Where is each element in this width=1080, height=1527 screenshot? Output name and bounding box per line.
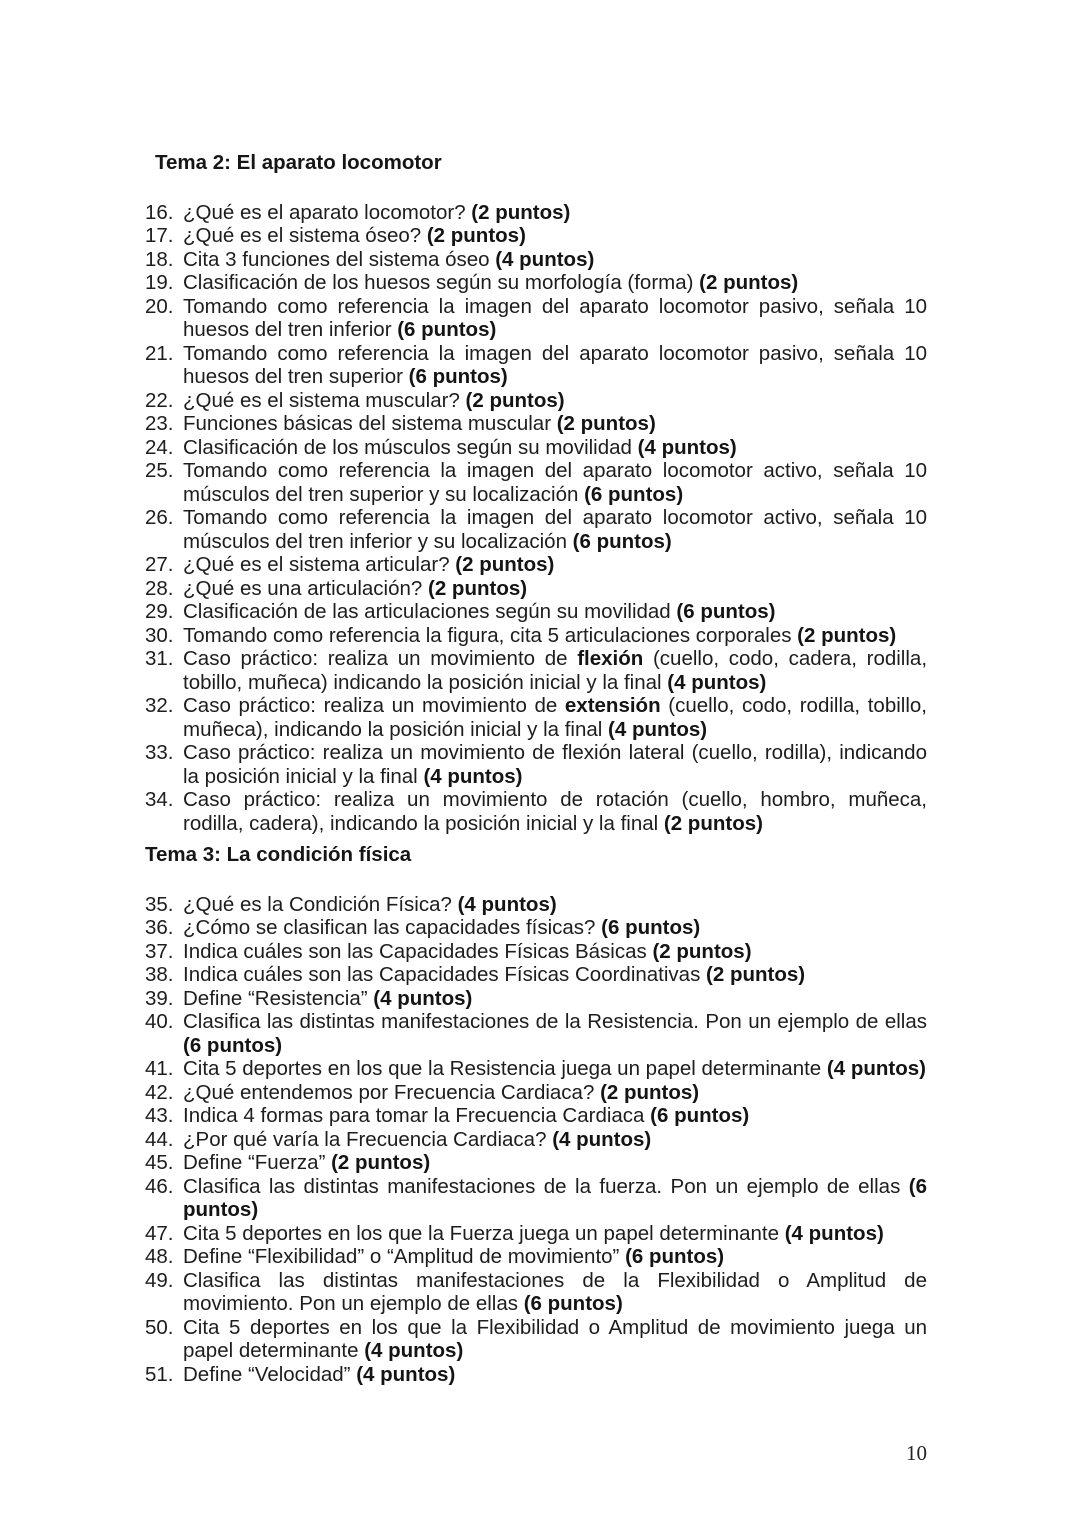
- question-text: [183, 412, 656, 435]
- question-text: [183, 436, 737, 459]
- question-text-bold: (4 puntos): [495, 247, 595, 271]
- question-number: 31.: [145, 647, 174, 670]
- question-text-segment: Clasificación de los músculos según su movilidad: [183, 435, 638, 459]
- question-number: 30.: [145, 623, 174, 647]
- question-text: [183, 271, 798, 294]
- question-item: [145, 295, 927, 342]
- question-number: 29.: [145, 600, 174, 623]
- question-item: [145, 271, 927, 295]
- question-item: [145, 201, 927, 225]
- question-text-segment: Caso práctico: realiza un movimiento de: [183, 647, 578, 670]
- question-number: 47.: [145, 1221, 174, 1245]
- question-text-segment: ¿Qué es el aparato locomotor?: [183, 200, 472, 224]
- question-text: [183, 624, 896, 647]
- question-item: [145, 788, 927, 835]
- question-number: 48.: [145, 1245, 174, 1268]
- question-text-segment: Cita 5 deportes en los que la Flexibilidad o Amplitud de movimiento juega un papel determinante: [183, 1315, 927, 1362]
- question-text-segment: Caso práctico: realiza un movimiento de rotación (cuello, hombro, muñeca, rodilla, cadera), indicando la posición inicial y la final: [183, 788, 927, 835]
- question-text-bold: (2 puntos): [465, 388, 565, 412]
- question-text: [183, 459, 927, 506]
- question-text-segment: (cuello, codo, cadera, rodilla, tobillo, muñeca) indicando la posición inicial y la final: [183, 647, 928, 694]
- question-text-bold: (2 puntos): [428, 576, 528, 600]
- question-text-bold: (4 puntos): [637, 435, 737, 459]
- question-number: 44.: [145, 1127, 174, 1151]
- question-number: 24.: [145, 435, 174, 459]
- section-heading: Tema 3: La condición física: [145, 843, 412, 866]
- question-number: 17.: [145, 224, 174, 247]
- question-text: [183, 788, 927, 835]
- question-text: [183, 1128, 651, 1151]
- question-text-bold: (2 puntos): [331, 1151, 431, 1174]
- question-number: 35.: [145, 892, 174, 916]
- question-list: [145, 201, 927, 836]
- question-text-bold: (6 puntos): [523, 1292, 623, 1315]
- question-text: [183, 916, 700, 939]
- question-text-bold: (2 puntos): [471, 200, 571, 224]
- question-text-bold: (6 puntos): [572, 529, 672, 553]
- question-item: [145, 1316, 927, 1363]
- question-item: [145, 1175, 927, 1222]
- question-item: [145, 963, 927, 987]
- question-text: [183, 1363, 455, 1386]
- question-text: [183, 577, 527, 600]
- question-item: [145, 987, 927, 1011]
- question-text-segment: Tomando como referencia la imagen del aparato locomotor pasivo, señala 10 huesos del tren superior: [183, 341, 927, 388]
- question-text-bold: (6 puntos): [584, 482, 684, 506]
- question-text: [183, 506, 927, 553]
- question-text: [183, 1222, 884, 1245]
- question-text: [183, 1316, 927, 1363]
- question-number: 38.: [145, 963, 174, 986]
- question-item: [145, 647, 927, 694]
- question-text-bold: extensión: [564, 694, 661, 717]
- question-text-segment: Caso práctico: realiza un movimiento de: [183, 694, 565, 717]
- question-number: 51.: [145, 1362, 174, 1386]
- question-text-bold: (2 puntos): [556, 412, 656, 435]
- question-number: 39.: [145, 986, 174, 1010]
- question-item: [145, 436, 927, 460]
- question-text: [183, 1175, 927, 1222]
- question-text: [183, 647, 927, 694]
- question-text: [183, 389, 565, 412]
- question-text-segment: ¿Qué es el sistema articular?: [183, 553, 456, 576]
- question-text-segment: Clasifica las distintas manifestaciones de la Resistencia. Pon un ejemplo de ellas: [183, 1010, 927, 1033]
- question-number: 42.: [145, 1080, 174, 1104]
- question-item: [145, 1081, 927, 1105]
- question-text: [183, 1151, 430, 1174]
- question-item: [145, 577, 927, 601]
- question-text: [183, 553, 554, 576]
- question-item: [145, 248, 927, 272]
- question-text-bold: (6 puntos): [625, 1245, 725, 1268]
- question-item: [145, 553, 927, 577]
- question-text-segment: Funciones básicas del sistema muscular: [183, 412, 557, 435]
- question-text: [183, 201, 570, 224]
- question-text-segment: Indica cuáles son las Capacidades Físicas Básicas: [183, 939, 653, 963]
- question-text-segment: ¿Cómo se clasifican las capacidades físicas?: [183, 916, 602, 939]
- question-number: 22.: [145, 388, 174, 412]
- question-text: [183, 940, 752, 963]
- page-number: 10: [906, 1441, 927, 1465]
- question-item: [145, 1151, 927, 1175]
- question-text-segment: Clasifica las distintas manifestaciones de la Flexibilidad o Amplitud de movimiento. Pon un ejemplo de ellas: [183, 1268, 927, 1315]
- question-text-bold: (4 puntos): [552, 1127, 652, 1151]
- question-text-bold: (2 puntos): [663, 811, 763, 835]
- question-number: 43.: [145, 1104, 174, 1127]
- question-text-segment: Define “Flexibilidad” o “Amplitud de movimiento”: [183, 1245, 626, 1268]
- question-text-bold: (4 puntos): [457, 892, 557, 916]
- question-item: [145, 916, 927, 940]
- question-text-segment: Tomando como referencia la imagen del aparato locomotor activo, señala 10 músculos del tren superior y su localización: [183, 459, 927, 506]
- question-text-segment: Define “Velocidad”: [183, 1362, 357, 1386]
- question-number: 28.: [145, 576, 174, 600]
- question-text-segment: Define “Fuerza”: [183, 1151, 332, 1174]
- question-list: [145, 893, 927, 1387]
- question-number: 34.: [145, 788, 174, 811]
- question-text-segment: Define “Resistencia”: [183, 986, 374, 1010]
- question-text-bold: (6 puntos): [676, 600, 776, 623]
- question-item: [145, 1363, 927, 1387]
- question-text: [183, 694, 927, 741]
- question-number: 41.: [145, 1057, 174, 1080]
- question-text-segment: ¿Qué entendemos por Frecuencia Cardiaca?: [183, 1080, 601, 1104]
- question-item: [145, 224, 927, 248]
- question-text-bold: (2 puntos): [600, 1080, 700, 1104]
- question-text-segment: Tomando como referencia la imagen del aparato locomotor activo, señala 10 músculos del tren inferior y su localización: [183, 506, 927, 553]
- question-item: [145, 940, 927, 964]
- question-text-bold: (4 puntos): [364, 1339, 464, 1362]
- question-text-bold: (6 puntos): [397, 318, 497, 341]
- question-text-bold: (2 puntos): [699, 271, 799, 294]
- question-number: 49.: [145, 1268, 174, 1292]
- question-text-segment: Tomando como referencia la figura, cita 5 articulaciones corporales: [183, 623, 798, 647]
- question-text-bold: (6 puntos): [601, 916, 701, 939]
- question-text-segment: ¿Qué es el sistema óseo?: [183, 224, 427, 247]
- question-item: [145, 624, 927, 648]
- question-text-bold: (2 puntos): [455, 553, 555, 576]
- question-text-bold: (6 puntos): [408, 365, 508, 388]
- question-number: 45.: [145, 1151, 174, 1174]
- question-item: [145, 389, 927, 413]
- question-text: [183, 1245, 724, 1268]
- question-number: 37.: [145, 939, 174, 963]
- question-text: [183, 342, 927, 389]
- question-text-segment: ¿Por qué varía la Frecuencia Cardiaca?: [183, 1127, 553, 1151]
- question-text-bold: (4 puntos): [423, 764, 523, 788]
- topic-section: [145, 843, 927, 1386]
- question-number: 46.: [145, 1174, 174, 1198]
- section-heading: Tema 2: El aparato locomotor: [155, 151, 442, 174]
- question-text-segment: Cita 5 deportes en los que la Fuerza juega un papel determinante: [183, 1221, 785, 1245]
- question-text-segment: Indica 4 formas para tomar la Frecuencia Cardiaca: [183, 1104, 651, 1127]
- question-item: [145, 1222, 927, 1246]
- question-text-bold: (6 puntos): [183, 1033, 283, 1057]
- question-text: [183, 963, 805, 986]
- topic-section: [145, 151, 927, 835]
- question-text: [183, 1010, 927, 1057]
- question-item: [145, 506, 927, 553]
- question-text-segment: ¿Qué es el sistema muscular?: [183, 388, 466, 412]
- question-text: [183, 1269, 927, 1316]
- question-item: [145, 1104, 927, 1128]
- question-number: 19.: [145, 271, 174, 294]
- question-text-bold: (6 puntos): [650, 1104, 750, 1127]
- question-text: [183, 741, 927, 788]
- question-text: [183, 248, 594, 271]
- question-number: 16.: [145, 200, 174, 224]
- question-number: 20.: [145, 294, 174, 318]
- question-number: 23.: [145, 412, 174, 435]
- question-text: [183, 987, 472, 1010]
- question-text-bold: (4 puntos): [608, 717, 708, 741]
- question-number: 27.: [145, 553, 174, 576]
- question-text: [183, 1057, 926, 1080]
- question-item: [145, 459, 927, 506]
- question-text-segment: Indica cuáles son las Capacidades Físicas Coordinativas: [183, 963, 707, 986]
- question-text-bold: (2 puntos): [797, 623, 897, 647]
- question-item: [145, 412, 927, 436]
- question-text: [183, 600, 775, 623]
- question-text-bold: flexión: [577, 647, 644, 670]
- question-text-bold: (2 puntos): [426, 224, 526, 247]
- question-text: [183, 224, 526, 247]
- question-text-bold: (4 puntos): [826, 1057, 926, 1080]
- question-text-segment: (cuello, codo, rodilla, tobillo, muñeca), indicando la posición inicial y la final: [183, 694, 927, 741]
- question-text-segment: Cita 5 deportes en los que la Resistencia juega un papel determinante: [183, 1057, 827, 1080]
- question-item: [145, 893, 927, 917]
- question-item: [145, 1057, 927, 1081]
- question-text-segment: Clasificación de los huesos según su morfología (forma): [183, 271, 700, 294]
- question-number: 36.: [145, 916, 174, 939]
- question-item: [145, 1010, 927, 1057]
- question-number: 26.: [145, 506, 174, 529]
- question-text-segment: Caso práctico: realiza un movimiento de flexión lateral (cuello, rodilla), indicando la posición inicial y la final: [183, 741, 927, 788]
- question-number: 25.: [145, 459, 174, 482]
- question-text-bold: (6 puntos): [183, 1174, 927, 1221]
- question-text-bold: (4 puntos): [356, 1362, 456, 1386]
- question-item: [145, 1269, 927, 1316]
- question-item: [145, 600, 927, 624]
- question-text-segment: Clasifica las distintas manifestaciones de la fuerza. Pon un ejemplo de ellas: [183, 1174, 909, 1198]
- question-item: [145, 1245, 927, 1269]
- question-text: [183, 893, 557, 916]
- question-text: [183, 1104, 749, 1127]
- question-text-segment: Clasificación de las articulaciones según su movilidad: [183, 600, 677, 623]
- question-text: [183, 1081, 699, 1104]
- question-number: 32.: [145, 694, 174, 717]
- question-item: [145, 694, 927, 741]
- question-number: 50.: [145, 1315, 174, 1339]
- question-text-bold: (4 puntos): [784, 1221, 884, 1245]
- question-item: [145, 1128, 927, 1152]
- exam-question-sections: [145, 151, 927, 1386]
- question-number: 18.: [145, 247, 174, 271]
- question-text-bold: (2 puntos): [652, 939, 752, 963]
- question-number: 21.: [145, 341, 174, 365]
- question-text-bold: (2 puntos): [706, 963, 806, 986]
- question-number: 40.: [145, 1010, 174, 1033]
- question-text-segment: Tomando como referencia la imagen del aparato locomotor pasivo, señala 10 huesos del tren inferior: [183, 294, 927, 341]
- question-number: 33.: [145, 741, 174, 764]
- question-text-segment: ¿Qué es una articulación?: [183, 576, 428, 600]
- question-item: [145, 741, 927, 788]
- question-text-segment: ¿Qué es la Condición Física?: [183, 892, 458, 916]
- question-item: [145, 342, 927, 389]
- question-text-bold: (4 puntos): [373, 986, 473, 1010]
- question-text-bold: (4 puntos): [667, 670, 767, 694]
- question-text-segment: Cita 3 funciones del sistema óseo: [183, 247, 496, 271]
- question-text: [183, 295, 927, 342]
